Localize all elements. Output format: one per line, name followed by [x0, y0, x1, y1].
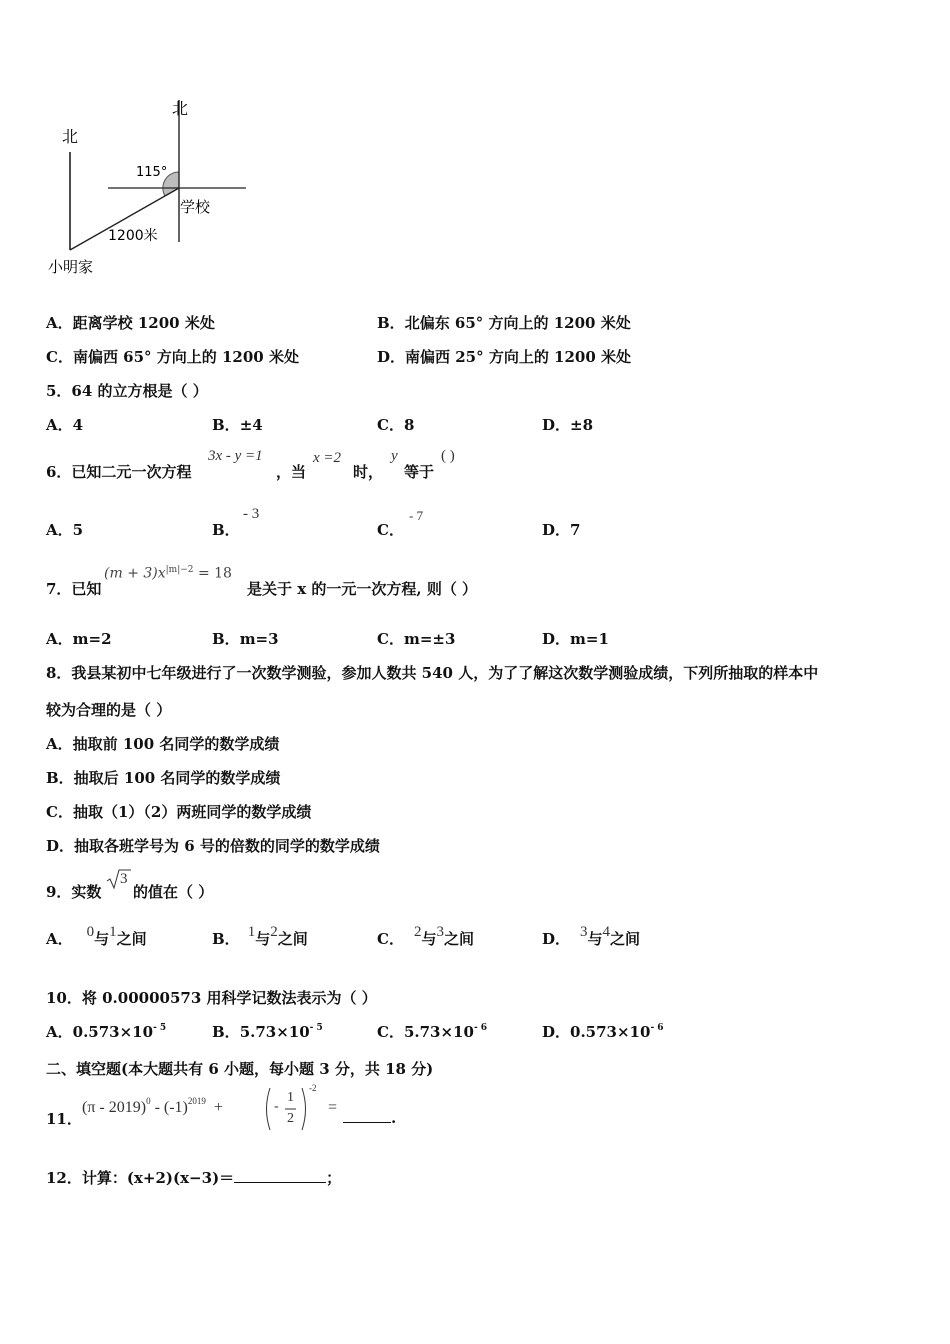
north-label-left: 北	[62, 127, 79, 146]
q9-radicand: 3	[120, 871, 128, 887]
home-label: 小明家	[48, 258, 94, 276]
q5-option-b: B．±4	[212, 416, 263, 434]
q11-neg: -	[274, 1099, 279, 1114]
q7-formula-exp: |m|−2	[165, 565, 194, 575]
q8-stem-line1: 8．我县某初中七年级进行了一次数学测验，参加人数共 540 人，为了了解这次数学测验成绩，下列所抽取的样本中	[46, 664, 819, 682]
direction-diagram	[40, 92, 260, 282]
q6-option-c-key: C．	[377, 521, 404, 539]
q6-mid1: ，当	[276, 463, 307, 481]
q8-stem-line2: 较为合理的是（ ）	[46, 701, 172, 719]
q7-suffix: 是关于 x 的一元一次方程, 则（ ）	[247, 580, 478, 598]
q5-stem: 5．64 的立方根是（ ）	[46, 382, 208, 400]
q10-option-a: A．$0.573\times 10^{- 5}$	[46, 1023, 167, 1041]
q12-blank[interactable]	[234, 1168, 326, 1183]
q6-mid2: 时，	[353, 463, 384, 481]
q12-line: 12．计算：(x+2)(x−3)＝ ；	[46, 1169, 342, 1187]
q7-option-c: C．m=±3	[377, 630, 456, 648]
q11-fraction-group	[263, 1086, 309, 1132]
q4-option-a: A．距离学校 1200 米处	[46, 314, 215, 332]
q6-option-b-value: - 3	[243, 506, 260, 522]
angle-label: 115°	[136, 165, 168, 180]
q4-option-b: B．北偏东 65° 方向上的 1200 米处	[377, 314, 631, 332]
q4-option-c: C．南偏西 65° 方向上的 1200 米处	[46, 348, 299, 366]
q6-option-b-key: B．	[212, 521, 240, 539]
q10-option-c: C．$5.73\times 10^{- 6}$	[377, 1023, 488, 1041]
q9-option-a: A． 0与1之间	[46, 924, 147, 948]
q11-numerator: 1	[287, 1090, 294, 1105]
q9-prefix: 9．实数	[46, 883, 102, 901]
q6-option-a: A．5	[46, 521, 84, 539]
q11-blank[interactable]	[343, 1108, 391, 1123]
q11-denominator: 2	[287, 1111, 294, 1126]
q6-equation: 3x - y =1	[208, 448, 263, 464]
q10-option-d: D．$0.573\times 10^{- 6}$	[542, 1023, 664, 1041]
q5-option-c: C．8	[377, 416, 415, 434]
q10-option-b: B．$5.73\times 10^{- 5}$	[212, 1023, 323, 1041]
q11-exp3: -2	[309, 1083, 317, 1093]
q11-term1: $(\pi - 2019)^0 - (-1)^{2019}$ +	[82, 1096, 223, 1116]
q9-option-b: B． 1与2之间	[212, 924, 308, 948]
q7-option-d: D．m=1	[542, 630, 609, 648]
q8-option-d: D．抽取各班学号为 6 号的倍数的同学的数学成绩	[46, 837, 380, 855]
q6-option-c-value: - 7	[409, 508, 424, 523]
q7-formula	[104, 565, 232, 582]
q11-answer[interactable]: .	[343, 1108, 396, 1127]
q9-option-c: C． 2与3之间	[377, 924, 474, 948]
north-label-right: 北	[172, 99, 189, 118]
q6-condition: x =2	[313, 450, 342, 466]
q8-option-b: B．抽取后 100 名同学的数学成绩	[46, 769, 281, 787]
q10-stem: 10．将 0.00000573 用科学记数法表示为（ ）	[46, 989, 377, 1007]
q4-option-d: D．南偏西 25° 方向上的 1200 米处	[377, 348, 632, 366]
distance-label: 1200米	[108, 228, 158, 244]
q6-var: y	[391, 448, 398, 464]
q6-option-d: D．7	[542, 521, 581, 539]
q5-option-d: D．±8	[542, 416, 594, 434]
q11-eq: =	[328, 1099, 338, 1116]
q6-paren: ( )	[441, 448, 455, 464]
q6-prefix: 6．已知二元一次方程	[46, 463, 192, 481]
q7-option-b: B．m=3	[212, 630, 279, 648]
sqrt-symbol	[106, 868, 132, 890]
q7-prefix: 7．已知	[46, 580, 102, 598]
q9-option-d: D． 3与4之间	[542, 924, 641, 948]
q11-number: 11．	[46, 1110, 82, 1128]
q5-option-a: A．4	[46, 416, 84, 434]
q7-formula-base: (m + 3)x	[104, 565, 166, 582]
q8-option-c: C．抽取（1）（2）两班同学的数学成绩	[46, 803, 312, 821]
q9-suffix: 的值在（ ）	[133, 883, 214, 901]
q7-option-a: A．m=2	[46, 630, 112, 648]
q8-option-a: A．抽取前 100 名同学的数学成绩	[46, 735, 280, 753]
school-label: 学校	[180, 198, 211, 216]
q11-parentheses	[263, 1086, 309, 1132]
section2-title: 二、填空题(本大题共有 6 小题，每小题 3 分，共 18 分)	[46, 1060, 434, 1078]
q7-formula-rhs: = 18	[197, 565, 232, 582]
q6-suffix: 等于	[404, 463, 435, 481]
